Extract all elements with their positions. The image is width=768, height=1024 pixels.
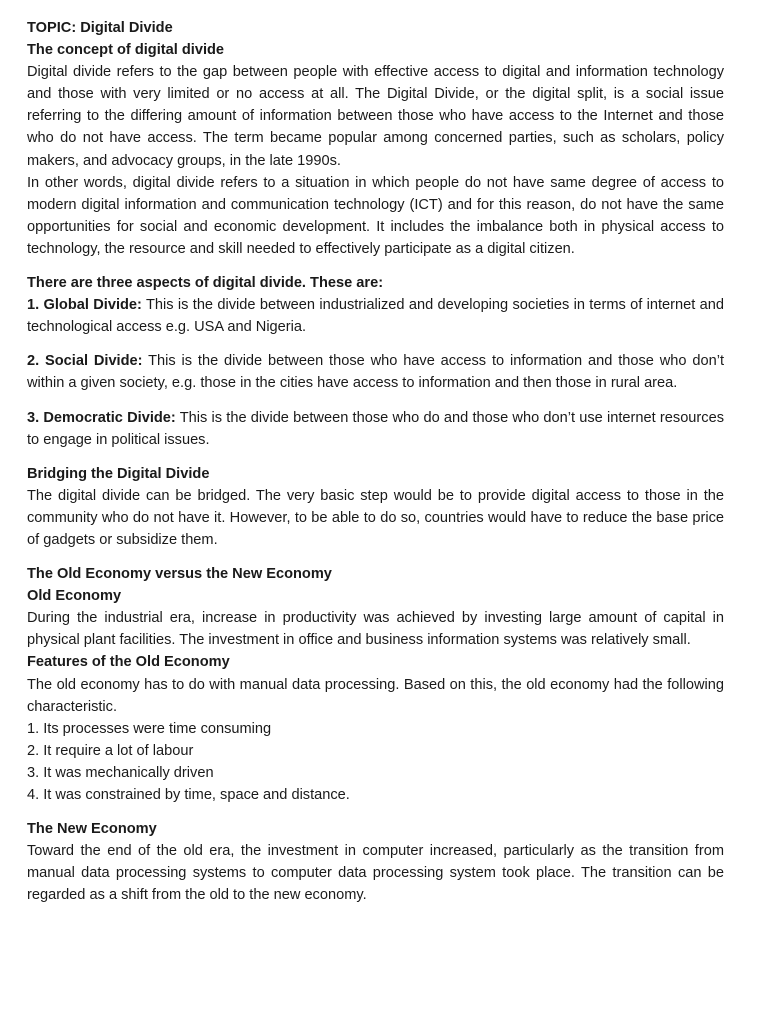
feature-item: 2. It require a lot of labour bbox=[27, 742, 194, 759]
aspect-text: This is the divide between industrialized and developing societies in terms of internet and technological access e.g. USA and Nigeria. bbox=[27, 297, 724, 336]
aspect-label: 3. Democratic Divide: bbox=[27, 409, 176, 426]
concept-paragraph-2: In other words, digital divide refers to a situation in which people do not have same degree of access to modern digital information and communication technology (ICT) and for this reason, do not have the same opportunities for social and economic development. It includes the imbalance both in physical access to technology, the resource and skill needed to effectively participate as a digital citizen. bbox=[27, 174, 724, 257]
features-paragraph: The old economy has to do with manual data processing. Based on this, the old economy had the following characteristic. bbox=[27, 676, 724, 715]
aspect-label: 2. Social Divide: bbox=[27, 353, 143, 370]
concept-heading: The concept of digital divide bbox=[27, 42, 225, 59]
old-economy-heading: Old Economy bbox=[27, 588, 122, 605]
bridging-heading: Bridging the Digital Divide bbox=[27, 465, 210, 482]
aspect-social-divide bbox=[27, 350, 724, 394]
aspect-global-divide bbox=[27, 294, 724, 338]
old-vs-new-heading: The Old Economy versus the New Economy bbox=[27, 566, 332, 583]
aspect-text: This is the divide between those who have access to information and those who don’t within a given society, e.g. those in the cities have access to information and then those in rural area. bbox=[27, 353, 724, 392]
bridging-paragraph: The digital divide can be bridged. The very basic step would be to provide digital access to those in the community who do not have it. However, to be able to do so, countries would have to reduce the base price of gadgets or subsidize them. bbox=[27, 487, 724, 548]
aspect-democratic-divide bbox=[27, 407, 724, 451]
feature-item: 1. Its processes were time consuming bbox=[27, 720, 272, 737]
new-economy-heading: The New Economy bbox=[27, 821, 157, 838]
topic-title: TOPIC: Digital Divide bbox=[27, 20, 173, 36]
aspect-text: This is the divide between those who do and those who don’t use internet resources to engage in political issues. bbox=[27, 409, 724, 448]
aspect-label: 1. Global Divide: bbox=[27, 297, 142, 314]
aspects-heading: There are three aspects of digital divide. These are: bbox=[27, 275, 384, 292]
features-heading: Features of the Old Economy bbox=[27, 654, 230, 671]
new-economy-paragraph: Toward the end of the old era, the investment in computer increased, particularly as the transition from manual data processing systems to computer data processing system took place. The transition can be regarded as a shift from the old to the new economy. bbox=[27, 843, 724, 904]
old-economy-paragraph: During the industrial era, increase in productivity was achieved by investing large amount of capital in physical plant facilities. The investment in office and business information systems was relatively small. bbox=[27, 610, 724, 649]
feature-item: 4. It was constrained by time, space and distance. bbox=[27, 787, 350, 803]
document-page bbox=[27, 17, 724, 906]
concept-paragraph-1: Digital divide refers to the gap between people with effective access to digital and information technology and those with very limited or no access at all. The Digital Divide, or the digital split, is a social issue referring to the differing amount of information between those who have access to the Internet and those who do not have access. The term became popular among concerned parties, such as scholars, policy makers, and advocacy groups, in the late 1990s. bbox=[27, 64, 724, 169]
feature-item: 3. It was mechanically driven bbox=[27, 764, 214, 781]
